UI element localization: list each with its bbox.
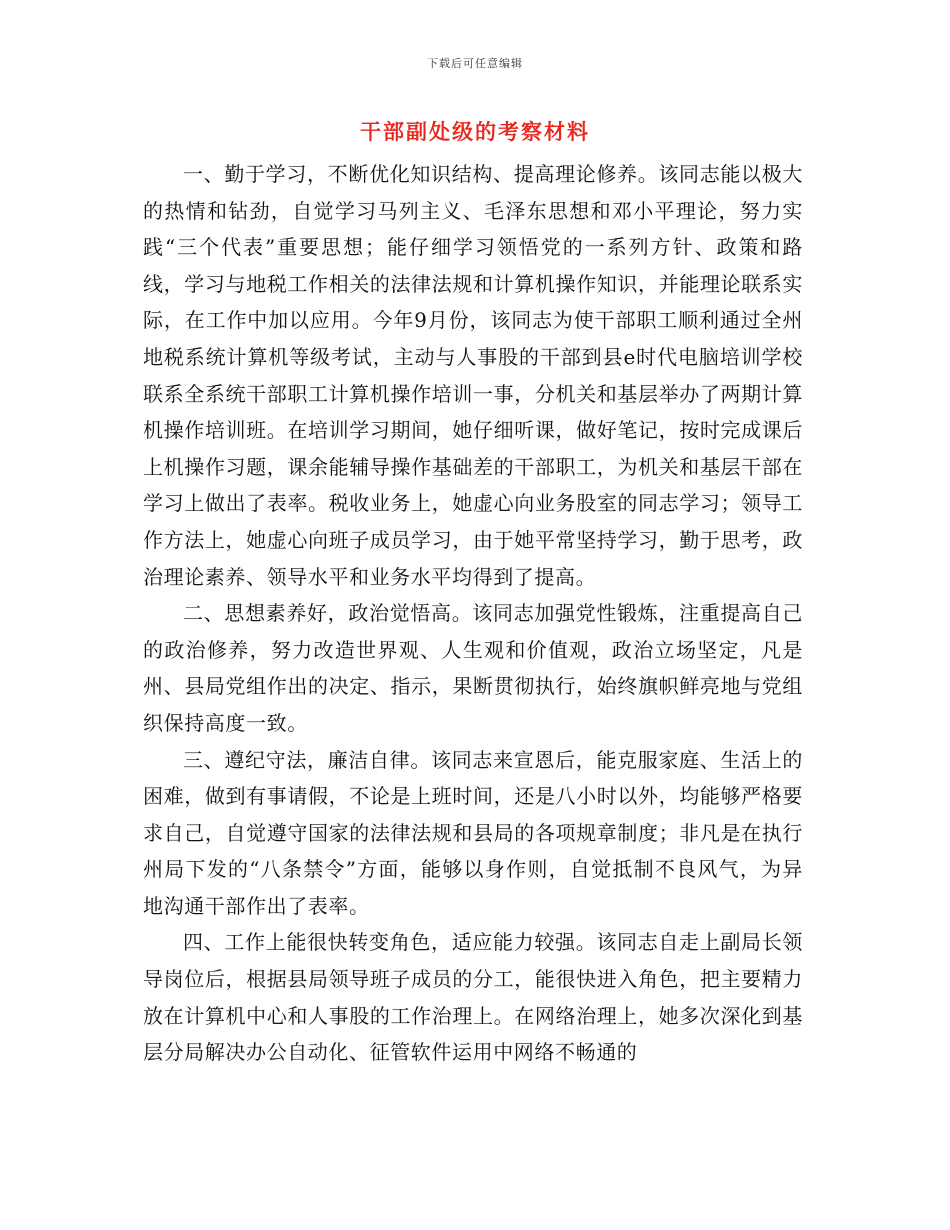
document-title: 干部副处级的考察材料 [360, 119, 590, 144]
paragraph-1: 一、勤于学习，不断优化知识结构、提高理论修养。该同志能以极大的热情和钻劲，自觉学习马列主义、毛泽东思想和邓小平理论，努力实践“三个代表”重要思想；能仔细学习领悟党的一系列方针、政策和路线，学习与地税工作相关的法律法规和计算机操作知识，并能理论联系实际，在工作中加以应用。今年9月份，该同志为使干部职工顺利通过全州地税系统计算机等级考试，主动与人事股的干部到县e时代电脑培训学校联系全系统干部职工计算机操作培训一事，分机关和基层举办了两期计算机操作培训班。在培训学习期间，她仔细听课，做好笔记，按时完成课后上机操作习题，课余能辅导操作基础差的干部职工，为机关和基层干部在学习上做出了表率。税收业务上，她虚心向业务股室的同志学习；领导工作方法上，她虚心向班子成员学习，由于她平常坚持学习，勤于思考，政治理论素养、领导水平和业务水平均得到了提高。 [143, 162, 803, 589]
document-body [143, 156, 803, 1071]
paragraph-2: 二、思想素养好，政治觉悟高。该同志加强党性锻炼，注重提高自己的政治修养，努力改造世界观、人生观和价值观，政治立场坚定，凡是州、县局党组作出的决定、指示，果断贯彻执行，始终旗帜鲜亮地与党组织保持高度一致。 [143, 601, 803, 735]
header-note: 下载后可任意编辑 [427, 57, 523, 70]
paragraph-3: 三、遵纪守法，廉洁自律。该同志来宣恩后，能克服家庭、生活上的困难，做到有事请假，不论是上班时间，还是八小时以外，均能够严格要求自己，自觉遵守国家的法律法规和县局的各项规章制度；非凡是在执行州局下发的“八条禁令”方面，能够以身作则，自觉抵制不良风气，为异地沟通干部作出了表率。 [143, 747, 803, 918]
paragraph-4: 四、工作上能很快转变角色，适应能力较强。该同志自走上副局长领导岗位后，根据县局领导班子成员的分工，能很快进入角色，把主要精力放在计算机中心和人事股的工作治理上。在网络治理上，她多次深化到基层分局解决办公自动化、征管软件运用中网络不畅通的 [143, 930, 803, 1065]
